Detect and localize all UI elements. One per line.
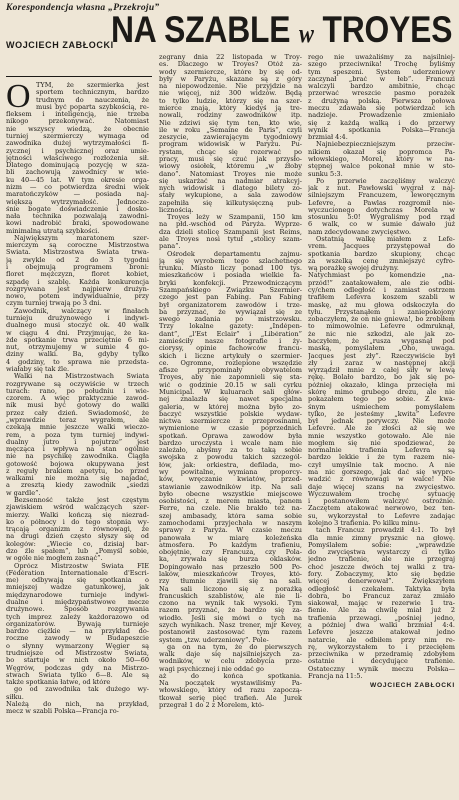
text-line: afisze przypominały obywatelom	[159, 367, 302, 375]
text-line: baczyłem, że „rusza wygasnął pod	[308, 337, 455, 345]
text-line: zamieściły nasze fotografie i ży-	[159, 337, 302, 345]
text-line: zawodnika dużej wytrzymałości fi-	[6, 140, 149, 148]
text-line: Trzy lokalne gazety: „Indépen-	[159, 323, 302, 331]
text-line: Francja na 11:5.	[308, 672, 363, 680]
text-line: ba przyznać, że wywiązał się ze	[159, 308, 302, 316]
text-line: były w Paryżu, skazane są z góry	[159, 75, 302, 83]
text-line: zycznej i psychicznej oraz umie-	[6, 147, 149, 155]
text-line: bardzo ciężkie — na przykład do-	[6, 628, 149, 636]
text-line: kowi nadrobić braki, spowodowane	[6, 220, 149, 228]
text-line: stały wykupione, a sala zawodów	[159, 192, 302, 200]
text-line: śnie bogate doświadczenie i dosko-	[6, 205, 149, 213]
text-line: bardzo lekkie i że tym razem nie-	[308, 454, 455, 462]
text-line: przerwać wreszcie pasmo porażek	[308, 90, 455, 98]
text-line: wiowy osiołek, któremu „w żłoby	[159, 163, 302, 171]
text-line: skórę mimo grubego drezu, ale nie	[308, 388, 455, 396]
text-line: włowskiego, Morel, który w na-	[308, 155, 455, 163]
text-line: wić o godzinie 20.15 w sali cyrku	[159, 381, 302, 389]
text-line: i postanowiłem walczyć ostrożnie.	[308, 498, 455, 506]
text-line: TYM, że szermierka jest	[36, 82, 149, 89]
text-line: trudniejsze od Mistrzostw Świata,	[6, 649, 149, 657]
text-line: zobaczyłem, że on nie gniewa!, bo zrobiłem	[308, 316, 455, 324]
text-line: musi być poparta szybkością, re-	[36, 103, 149, 111]
text-line: silniejszym Francuzem, leworęcznym	[308, 192, 455, 200]
text-line: ciorysy, opinie fachowców francu-	[159, 345, 302, 353]
text-line: Ostateczny wynik meczu Polska—	[308, 665, 455, 673]
text-line: więcej denerwował”. Zwiększyłem	[308, 578, 455, 586]
text-line: trunku. Miasto liczy ponad 100 tys.	[159, 265, 302, 273]
text-line: Oprócz Mistrzostw Świata FIE	[14, 562, 149, 570]
text-line: szych wynikach. Nasz trener, mjr Kevey,	[159, 621, 302, 629]
text-line: spotkania bardzo skupiony, chcąc	[308, 250, 455, 258]
text-line: maską, pomyślałem „Oho, uwaga.	[308, 345, 455, 353]
text-line: wynik spotkania Polska—Francja	[308, 126, 455, 134]
text-line: aż do końca spotkania.	[159, 672, 302, 680]
text-line: czekają mnie jeszcze walki wieczo-	[6, 424, 149, 432]
text-line: Bezsenność także jest częstym	[14, 497, 149, 505]
text-line: na drugi dzień często słyszy się od	[6, 533, 149, 541]
text-line: mniejszej wadze gatunkowej, jak	[6, 584, 149, 592]
text-line: nała technika pozwalają zawodni-	[6, 213, 149, 221]
text-line: Lefevre, a Pawlas rozgromił nie-	[308, 199, 455, 207]
text-line: dualny jutro i pojutrze” jest	[6, 438, 149, 446]
column-3-lines	[308, 54, 455, 680]
text-line: Ośrodek departamentu zajmu-	[167, 250, 302, 258]
text-line: turach: rano, po południu i wie-	[6, 387, 149, 395]
text-line: dla mnie zimny prysznic na głowę.	[308, 534, 455, 542]
text-line: z reguły brakiem apetytu, bo przed	[6, 467, 149, 475]
text-line: Walki na Mistrzostwach Świata	[14, 373, 149, 381]
text-line: razem przyznać, że bardzo się za-	[159, 607, 302, 615]
text-line: Troyes leży w Szampanii, 150 km	[167, 214, 302, 222]
text-line: trudnym do nauczenia, że	[36, 96, 149, 104]
text-line: dziny walki. Ba, gdyby tylko	[6, 351, 149, 359]
text-line: pana”.	[159, 243, 181, 251]
text-line: drużynowe. Sposób rozgrywania	[6, 606, 149, 614]
text-line: ostatnie i decydujące trafienie.	[308, 658, 455, 666]
text-line: mierce znają, który kiedyś ją tre-	[159, 104, 302, 112]
text-line: Najniebezpieczniejszym przeciw-	[316, 141, 455, 149]
text-line: stwach Świata tylko 6—8. Ale są	[6, 671, 149, 679]
text-line: łów, jak: orkiestra, defilada, mo-	[159, 461, 302, 469]
text-line: czego jest pan Fabing. Pan Fabing	[159, 294, 302, 302]
text-line: wy powitalne, wymiana proporcy-	[159, 469, 302, 477]
text-line: kolegów: „Wiecie co, dzisiaj bar-	[6, 540, 149, 548]
text-line: ku 40—45 lat. W tym okresie orga-	[6, 176, 149, 184]
text-line: wyrządził mnie z całej siły w lewą	[308, 367, 455, 375]
text-line: Ferre, na czele. Nie brakło też na-	[159, 505, 302, 513]
text-line: zaczynał „brać w łeb”. Francuzi	[308, 75, 455, 83]
text-line: zależało, abyśmy za to taką sobie	[159, 447, 302, 455]
text-line: skich i liczne artykuły o szermier-	[159, 352, 302, 360]
text-line: siakował, mając w rezerwie 1 tra-	[308, 600, 455, 608]
text-line: tyłu. Przystanąłem i zaniepokojony	[308, 308, 455, 316]
text-line: 6 walk, co w sumie dawało już	[308, 221, 455, 229]
text-line: że nic nie szkodzi, ale jak zo-	[308, 330, 455, 338]
article-column-3	[308, 54, 455, 689]
text-line: było obecne wszystkie miejscowe	[159, 490, 302, 498]
text-line: wadzić z równowagi w walce! Nie	[308, 476, 455, 484]
text-line: „wprawdzie teraz wygrałem, ale	[6, 416, 149, 424]
text-line: dza dzieli stolicę Szampanii jest Reims,	[159, 228, 302, 236]
text-line: Zawodnik, walczący w finałach	[14, 307, 149, 315]
text-line: (Fédération Internationale d'Escri-	[6, 569, 149, 577]
text-line: tkował serię pięć trafień. Ale Jurek	[159, 694, 302, 702]
text-line: wą porażkę swojej drużyny.	[308, 265, 399, 273]
text-line: zamochodami przyjechała w naszym	[159, 520, 302, 527]
text-line: śnym uśmiechem pomyślałem	[308, 403, 455, 411]
text-line: organizatorów. Bywają turnieje	[6, 620, 149, 628]
text-line: Węgrów, podczas gdy na Mistrzo-	[6, 664, 149, 672]
text-line: stosunku 5:0! Wygraliśmy pod rząd	[308, 214, 455, 222]
text-line: nowali, rodziny zawodników itp.	[159, 112, 302, 120]
text-line: nie więcej, niż 300 widzów. Będą	[159, 90, 302, 98]
text-line: zeszycie, zawierającym tygodniowy	[159, 134, 302, 142]
text-line: dant”, „l'Est Eclair” i „Libération”	[159, 330, 302, 338]
text-line: floret mężczyzn, floret kobiet,	[6, 271, 149, 279]
text-line: normalnie trafienia Lefevra są	[308, 447, 455, 455]
text-line: daje więcej szans na zwycięstwo.	[308, 483, 455, 491]
text-line: atmosfera. Po każdym trafieniu,	[159, 541, 302, 549]
text-line: włowskiego, który od razu zapoczą-	[159, 687, 302, 695]
text-line: 4 godziny, to sprawa nie przedsta-	[6, 358, 149, 366]
kicker: Korespondencja własna „Przekroju”	[6, 3, 160, 13]
text-line: walkami nie można się najadać,	[6, 475, 149, 483]
text-line: jętności właściwego rozłożenia sił.	[6, 154, 149, 162]
text-line: rem, a poza tym turniej indywi-	[6, 431, 149, 439]
text-line: przód!” zaatakowałem, ale zie odbi-	[308, 279, 455, 287]
text-line: minimalną utratą szybkości.	[6, 227, 100, 235]
text-line: tym speszeni. System uderzeniowy	[308, 68, 455, 76]
text-line: zapełniła się kilkutysięczną pub-	[159, 199, 302, 207]
text-line: nowo, potem indywidualnie, przy	[6, 293, 149, 301]
text-line: bli zachowują zawodnicy w wie-	[6, 169, 149, 177]
text-line: wiałaby się tak źle.	[6, 365, 70, 373]
text-line: mogłem się nie spodziewać, że	[308, 439, 455, 447]
text-line: mierzy. Walki kończą się niezrad-	[6, 511, 149, 519]
text-line: obojętnie, czy Francuza, czy Pola-	[159, 549, 302, 557]
text-line: przeciwnika w przedramię zdobyłem	[308, 651, 455, 659]
text-line: przez cały dzień. Swiadomość, że	[6, 409, 149, 417]
text-line: przegrał 1 do 2 z Morelem, któ-	[159, 702, 265, 710]
text-line: nikogo przekonywać. Natomiast	[6, 118, 149, 126]
headline-right: TROYES	[322, 9, 453, 50]
text-line: galeria, w której można było zo-	[159, 403, 302, 411]
text-line: Na początek wystawiliśmy Pa-	[159, 680, 302, 688]
text-line: trafiłem Lefevra koszem szabli w	[308, 294, 455, 302]
article-column-1	[6, 78, 149, 716]
text-line: postanowił zastosować tym razem	[159, 629, 302, 637]
text-line: system „tzw. uderzeniowy”. Pole-	[159, 636, 269, 644]
text-line: dualne i międzypaństwowe mecze	[6, 598, 149, 606]
text-line: me) odbywają się spotkania o	[6, 577, 149, 585]
text-line: czono na wynik tak wysoki. Tym	[159, 600, 302, 608]
text-line: rękę. Bolało bardzo, bo jak się po-	[308, 374, 455, 382]
headline	[111, 9, 453, 54]
text-line: Nie zdziwi się tym ten, kto wie,	[159, 119, 302, 127]
text-line: czym turniej trwają po 3 dni.	[6, 300, 102, 308]
text-line: cy/chem odległość i zamiast ostrzem	[308, 287, 455, 294]
text-line: Świata. Mistrzostwa Świata trwa-	[6, 249, 149, 257]
text-line: swojska z powodu takich szczegól-	[159, 454, 302, 462]
text-line: nam zdecydowane zwycięstwo.	[308, 228, 411, 236]
text-line: ile w roku „Semaine de Paris”, czyli	[159, 126, 302, 134]
text-line: w ciągu 4 dni. Przyjmując, że ka-	[6, 329, 149, 337]
column-1-lines	[6, 78, 149, 716]
text-line: wody szermiercze, które by się od-	[159, 68, 302, 76]
text-line: się uskarżać na nadmiar atrakcyj-	[159, 177, 302, 185]
text-line: rę, wykorzystałem to i przecięłem	[308, 643, 455, 651]
signature: WOJCIECH ZABŁOCKI	[369, 682, 455, 690]
article-column-2	[159, 54, 302, 709]
text-line: Po przerwie zaczęliśmy walczyć	[316, 177, 455, 185]
header-rule	[6, 76, 152, 77]
text-line: brzmiał 4:4.	[308, 134, 348, 142]
text-line: vrem. Jacques przystępował do	[308, 243, 455, 251]
text-line: program widowisk w Paryżu. Pu-	[159, 141, 302, 149]
text-line: wymienione w czasie poprzednich	[159, 425, 302, 433]
text-line: o słynny wymarzony Węgier są	[6, 642, 149, 650]
drop-cap: O	[6, 78, 31, 115]
text-line: także spotkania łatwe, od które	[6, 679, 111, 687]
text-line: rzy tłumnie zjawili się na sali.	[159, 578, 302, 586]
text-line: bryki konfekcji. Przewodniczącym	[159, 279, 302, 287]
column-2-lines	[159, 54, 302, 709]
text-line: jak z nut. Pawłowski wygrał z naj-	[308, 185, 455, 193]
text-line: Lefevre. Ale ze złości aż się we	[308, 425, 455, 433]
text-line: siłku.	[6, 693, 24, 701]
text-line: maratończyków — posiada naj-	[6, 191, 149, 199]
text-line: a zresztą kiedy zawodnik „siedzi	[6, 482, 149, 490]
text-line: czorem. A więc praktycznie zawod-	[6, 395, 149, 403]
text-line: a później dwa walki brzmiał 4:4.	[308, 621, 455, 629]
text-line: dzo źle spałem”, lub „Pomyśl sobie,	[6, 548, 149, 555]
text-line: wagi psychicznej i nie oddać go	[159, 665, 264, 673]
text-line: szego przeciwnika! Trochę byliśmy	[308, 61, 455, 69]
text-line: później okazało, klinga przecięła mi	[308, 381, 455, 389]
text-line: fleksem i inteligencją, nie trzeba	[6, 111, 149, 119]
text-line: Municipal. W kuluarach sali głów-	[159, 388, 302, 396]
text-line: pokazałem tego po sobie. Z kwa-	[308, 396, 455, 404]
text-line: był jednak porywczy. Nie może	[308, 418, 455, 426]
text-line: tylko, że jesteśmy „kwita” Lefevre	[308, 410, 455, 418]
text-line: walczyli bardzo ambitnie, chcąc	[308, 83, 455, 91]
text-line: zjawiskiem wśród walczących szer-	[6, 504, 149, 512]
text-line: spotkań. Oprawa zawodów była	[159, 432, 302, 440]
text-line: licznością.	[159, 206, 194, 214]
text-line: sprawy z Paryża. W czasie meczu	[159, 527, 302, 535]
text-line: kolejno 3 trafienia. Po kilku minu-	[308, 520, 421, 527]
text-line: fienie. Ale za chwilę miał już 2	[308, 607, 455, 615]
text-line: to mimowolnie. Lefevre odmruknął,	[308, 323, 455, 331]
text-line: szej ambasady, która sama sobie	[159, 512, 302, 520]
text-line: pracy, musi się czuć jak przysło-	[159, 155, 302, 163]
text-line: mecz w szabli Polska—Francja ro-	[6, 708, 119, 716]
text-line: sportem technicznym, bardzo	[36, 89, 149, 97]
text-line: mieszkańców i posiada wielkie fa-	[159, 272, 302, 280]
text-line: to tylko ludzie, którzy się na szer-	[159, 97, 302, 105]
text-line: Należą do nich, na przykład,	[6, 700, 149, 708]
text-line: za wszelką cenę zmniejszyć cyfro-	[308, 257, 455, 265]
text-line: nych widowisk i dlatego bilety zo-	[159, 185, 302, 193]
text-line: był organizatorem zawodów i trze-	[159, 301, 302, 309]
text-line: męcząca i wpływa na stan ogólnie	[6, 446, 149, 454]
text-line: nizm — co potwierdza średni wiek	[6, 183, 149, 191]
headline-left: NA SZABLE	[111, 9, 291, 50]
text-line: maskę, aż mu głowa odskoczyła do	[308, 301, 455, 309]
text-line: zły i zaraz w następnej akcji	[308, 359, 455, 367]
text-line: bardzo uroczysta i wcale nam nie	[159, 439, 302, 447]
text-line: trafienia przewagi. „pośniej jedno,	[308, 614, 455, 622]
text-line: z drużyną polską. Pierwsza połowa	[308, 97, 455, 105]
text-line: wiodło. Jeśli się mówi o tych na	[159, 614, 302, 622]
text-line: ją zwykle od 2 do 3 tygodni	[6, 256, 149, 264]
text-line: mierczym są coroczne Mistrzostwa	[6, 242, 149, 250]
text-line: su, wykorzystał to Lefevre zadając	[308, 512, 455, 520]
text-line: na płd.-wschód od Paryża. Wyprze-	[159, 221, 302, 229]
text-line: choć jeszcze dwóch tej walki z tra-	[308, 563, 455, 571]
text-line: panowała w miarę koleżeńska	[159, 534, 302, 542]
text-line: bo startuje w nich około 50—60	[6, 657, 149, 665]
text-line: Jacques jest zły”. Rzeczywiście był	[308, 352, 455, 360]
text-line: dobra, bo Francuz zaraz zmiało	[308, 592, 455, 600]
text-line: sunku 5:3.	[308, 170, 343, 178]
text-line: szpadę i szablę. Każda konkurencja	[6, 278, 149, 286]
text-line: nie wszyscy wiedzą, że obecnie	[6, 125, 149, 133]
text-line: ją się wyrobem tego szlachetnego	[159, 257, 302, 265]
text-line: ko o północy i do tego stopnia wy-	[6, 518, 149, 526]
text-line: Lefevre jeszcze atakował jedno	[308, 629, 455, 637]
text-line: Ostatnią walkę miałem z Lefe-	[316, 236, 455, 244]
text-line: w gardle”.	[6, 489, 41, 497]
text-line: roczne zawody w Budapeszcie	[6, 635, 149, 643]
text-line: turniej szermierczy wymaga od	[6, 132, 149, 140]
text-line: żde spotkanie trwa przeciętnie 6 mi-	[6, 336, 149, 344]
text-line: rozgrywana jest najpierw drużyn-	[6, 285, 149, 293]
text-line: Troyes, aby nie zapomnieli się sta-	[159, 374, 302, 382]
text-line: większą wytrzymałość. Jednocze-	[6, 198, 149, 206]
text-line: ce. Ogromne, rozlepione wszędzie	[159, 359, 302, 367]
text-line: wodników, w celu zdobycia prze-	[159, 658, 302, 666]
text-line: turnieju drużynowego i indywi-	[6, 315, 149, 322]
text-line: nie na psychikę zawodnika. Ciągła	[6, 453, 149, 461]
text-line: ale Troyes nosi tytuł „stolicy szam-	[159, 236, 302, 244]
text-line: go od zawodnika tak dużego wy-	[14, 686, 149, 694]
text-line: wyczucionego dotychczas Morela w	[308, 206, 455, 214]
text-line: Zaczętem atakować nerwowo, bez ten-	[308, 505, 455, 513]
text-line: Na sali liczono się z porażką	[159, 585, 302, 593]
text-line: osobistości, z merem miasta, panem	[159, 498, 302, 506]
text-line: nut, otrzymujemy w sumie 4 go-	[6, 344, 149, 352]
text-line: mnie wszystko gotowało. Ale nie	[308, 432, 455, 440]
text-line: na niepowodzenie. Nie przyjdzie na	[159, 83, 302, 91]
text-line: stępnej walce pokonał mnie w sto-	[308, 163, 455, 171]
text-line: baczyć wszystkie polskie wydaw-	[159, 410, 302, 418]
text-line: zegrany dnia 22 listopada w Troy-	[159, 54, 302, 61]
text-line: Pomyślałem sobie: „wprawdzie	[308, 541, 455, 549]
text-line: Szampańskiego Związku Szermier-	[159, 287, 302, 294]
text-line: nictwa szermiercze z przeprosinami,	[159, 418, 302, 426]
text-line: jedno trafienie, ale nie przegraj	[308, 556, 455, 564]
text-line: rozgrywane są oczywiście w trzech	[6, 380, 149, 388]
text-line: Największym maratonem szer-	[14, 234, 149, 242]
text-line: meczu zdawała się potwierdzać ich	[308, 104, 455, 112]
text-line: fory. Zobaczymy, kto się będzie	[308, 570, 455, 578]
text-line: francuskich szablistów, ale nie li-	[159, 592, 302, 600]
text-line: swego zadania po mistrzowsku.	[159, 316, 302, 324]
text-line: gotowość bojowa okupywana jest	[6, 460, 149, 468]
text-line: czył umyślnie tak mocno. A nie	[308, 461, 455, 469]
text-line: trącają organizm z równowagi, że	[6, 526, 149, 534]
text-line: w ogóle nie mogłem zasnąć”.	[6, 555, 103, 563]
text-line: nej znalazła się nawet specjalna	[159, 396, 302, 404]
text-line: Dlatego dominującą pozycję w sza-	[6, 162, 149, 170]
byline: WOJCIECH ZABŁOCKI	[6, 40, 114, 50]
text-line: rystam, chcąc się rozerwać po	[159, 148, 302, 156]
text-line: nik musi być gotowy do walki	[6, 402, 149, 410]
text-line: tych imprez zależy każdorazowo od	[6, 613, 149, 621]
text-line: Natychmiast po komendzie „na-	[308, 272, 455, 280]
text-line: ga on na tym, że do pierwszych	[167, 643, 302, 651]
text-line: dano”. Natomiast Troyes nie może	[159, 170, 302, 178]
text-line: ków, wręczanie kwiatów, przed-	[159, 476, 302, 484]
text-line: laków, mieszkańców Troyes, któ-	[159, 570, 302, 578]
text-line: natarcie, ale odbiłem przy nim re-	[308, 636, 455, 644]
text-line: ma nic gorszego, jak dać się wypro-	[308, 469, 455, 477]
text-line: odległość i czekałem. Taktyka była	[308, 585, 455, 593]
text-line: nadzieje. Prowadzenie zmieniało	[308, 112, 455, 120]
text-line: ka, zrywała się burza oklasków.	[159, 556, 302, 564]
text-line: rego nie uważaliśmy za najsilniej-	[308, 54, 455, 61]
text-line: Dopingowało nas przeszło 500 Po-	[159, 563, 302, 571]
text-line: stawianie zawodników itp. Na sali	[159, 483, 302, 491]
text-line: się z każdą walką i do przerwy	[308, 119, 455, 127]
text-line: międzynarodowe turnieje indywi-	[6, 591, 149, 599]
text-line: do zwycięstwa wystarczy ci tylko	[308, 549, 455, 557]
headline-w: w	[299, 19, 314, 48]
text-line: walk daje się najsilniejszych za-	[159, 651, 302, 659]
text-line: dualnego musi stoczyć ok. 40 walk	[6, 322, 149, 330]
text-line: es. Dlaczego w Troyes? Otóż za-	[159, 61, 302, 69]
text-line: i obejmują programem broni:	[6, 264, 149, 272]
text-line: nikiem okazał się popromca Pa-	[308, 148, 455, 156]
text-line: tach Francuz prowadził 4:1. To był	[316, 527, 455, 535]
text-line: Wyczuwałem trochę sytuację	[308, 490, 455, 498]
